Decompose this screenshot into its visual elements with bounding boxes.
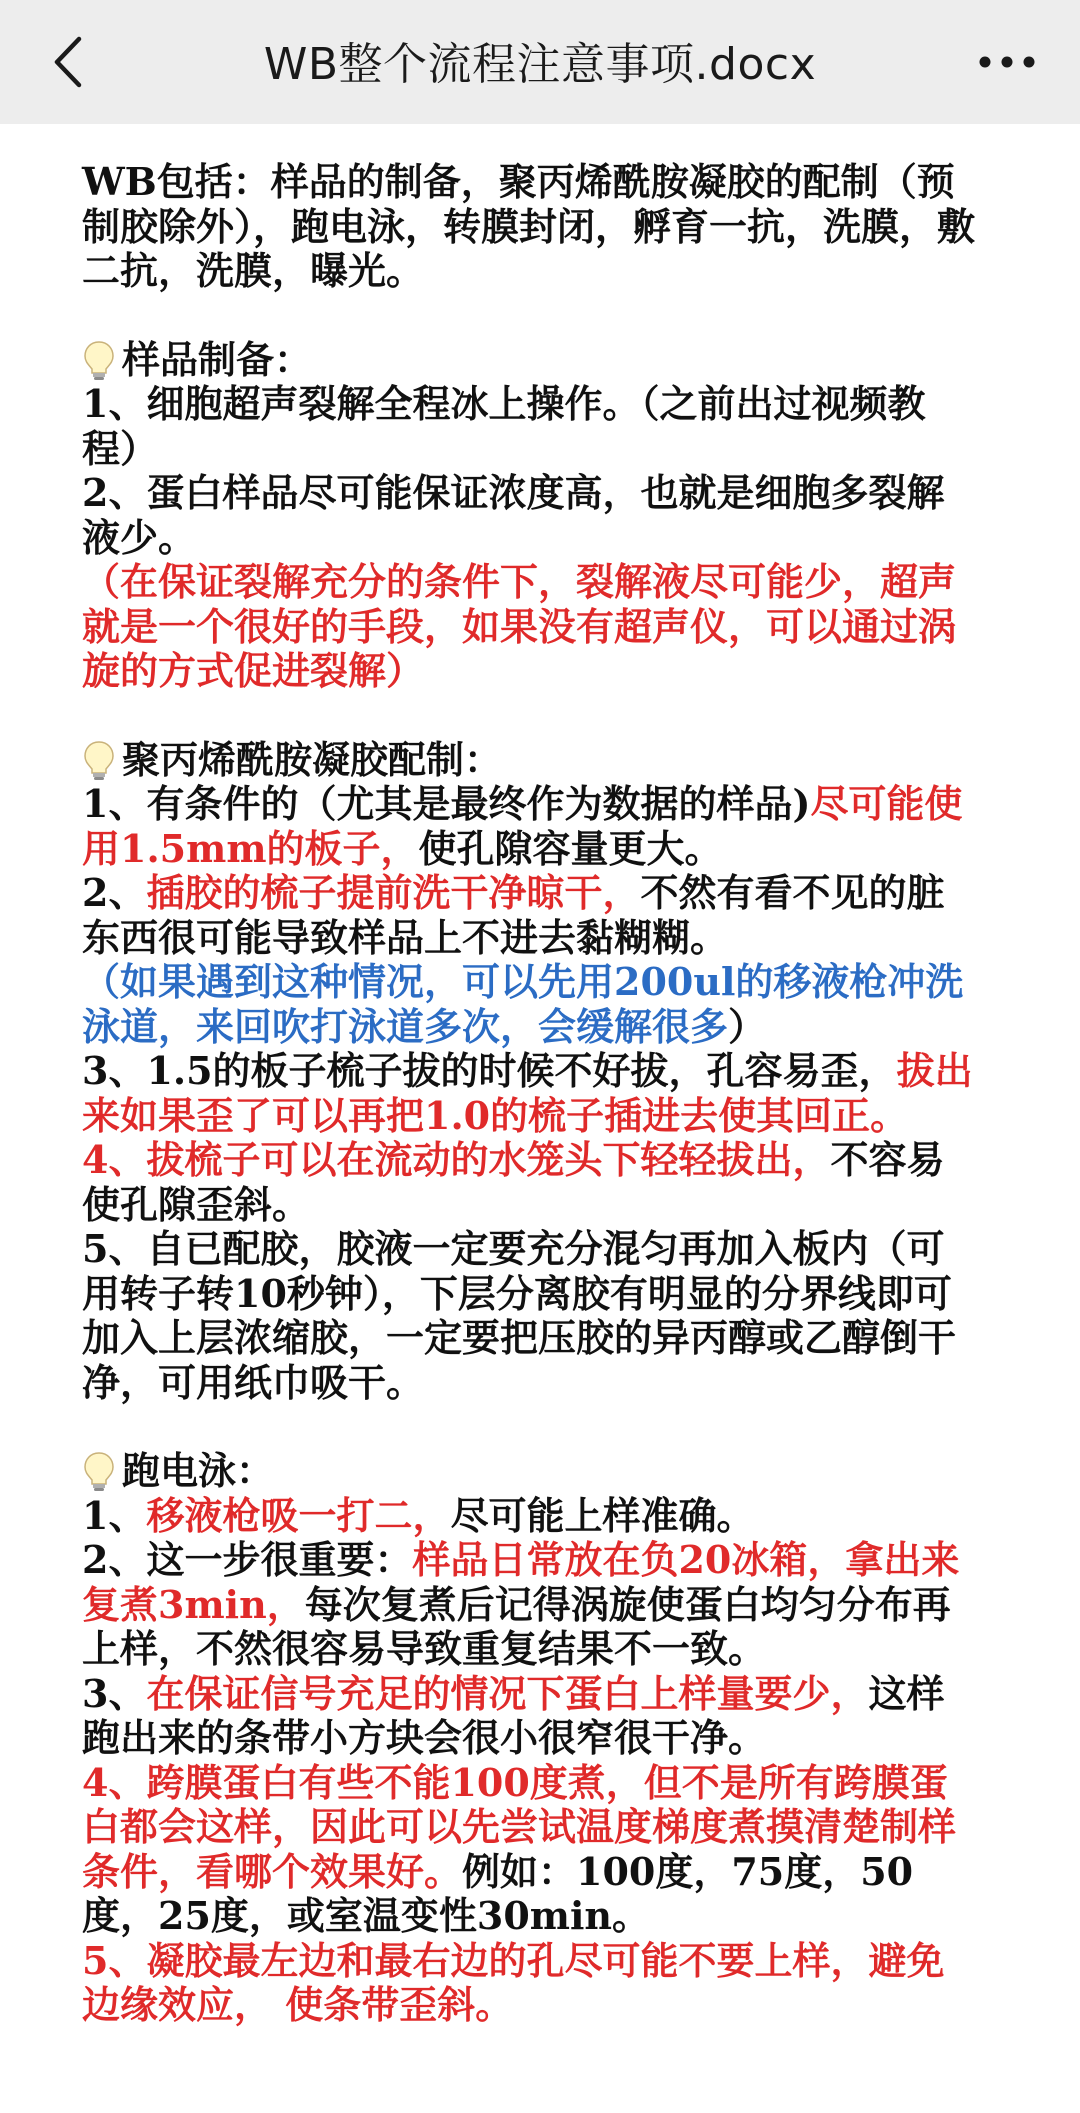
text-span: 这样跑出来的条带小方块会很小很窄很干净。 <box>82 1670 945 1760</box>
section-heading-text: 跑电泳： <box>122 1448 275 1493</box>
paragraph <box>82 782 982 871</box>
highlight-red-paragraph: 5、凝胶最左边和最右边的孔尽可能不要上样，避免边缘效应， 使条带歪斜。 <box>82 1937 945 2027</box>
highlight-red-text: 尽可能使用1.5mm的板子， <box>82 781 963 871</box>
paragraph <box>82 1049 982 1138</box>
paragraph <box>82 1672 982 1761</box>
intro-paragraph: WB包括：样品的制备，聚丙烯酰胺凝胶的配制（预制胶除外），跑电泳，转膜封闭，孵育一抗，洗膜，敷二抗，洗膜，曝光。 <box>82 159 976 293</box>
paragraph <box>82 960 982 1049</box>
highlight-red-text: 4、拔梳子可以在流动的水笼头下轻轻拔出， <box>82 1137 831 1182</box>
section-heading-gel-prep <box>82 738 982 783</box>
lightbulb-icon <box>82 1449 116 1493</box>
section-heading-sample-prep <box>82 338 982 383</box>
paragraph: 1、细胞超声裂解全程冰上操作。（之前出过视频教程） <box>82 381 926 471</box>
paragraph: 2、蛋白样品尽可能保证浓度高，也就是细胞多裂解液少。 <box>82 470 945 560</box>
text-span: 不容易使孔隙歪斜。 <box>82 1137 945 1227</box>
text-span: 不然有看不见的脏东西很可能导致样品上不进去黏糊糊。 <box>82 870 945 960</box>
document-title: WB整个流程注意事项.docx <box>263 39 817 90</box>
section-heading-text: 样品制备： <box>122 336 313 382</box>
text-span: 3、 <box>82 1670 147 1716</box>
paragraph: 5、自已配胶，胶液一定要充分混匀再加入板内（可用转子转10秒钟），下层分离胶有明显的分界线即可加入上层浓缩胶，一定要把压胶的异丙醇或乙醇倒干净，可用纸巾吸干。 <box>82 1226 957 1405</box>
highlight-red-text: 4、跨膜蛋白有些不能100度煮，但不是所有跨膜蛋白都会这样，因此可以先尝试温度梯度煮摸清楚制样条件，看哪个效果好。 <box>82 1759 957 1894</box>
text-span: 3、1.5的板子梳子拔的时候不好拔，孔容易歪， <box>82 1048 897 1093</box>
lightbulb-icon <box>82 338 116 382</box>
document-body <box>82 160 982 2028</box>
highlight-red-text: 在保证信号充足的情况下蛋白上样量要少， <box>146 1670 869 1716</box>
section-heading-text: 聚丙烯酰胺凝胶配制： <box>122 736 503 782</box>
chevron-left-icon <box>53 36 83 88</box>
section-heading-electrophoresis <box>82 1449 982 1494</box>
highlight-red-text: 插胶的梳子提前洗干净晾干， <box>146 870 641 915</box>
text-span: 2、这一步很重要： <box>82 1537 413 1582</box>
text-span: 使孔隙容量更大。 <box>418 825 723 871</box>
highlight-red-text: 样品日常放在负20冰箱，拿出来复煮3min， <box>82 1537 960 1627</box>
text-span: 每次复煮后记得涡旋使蛋白均匀分布再上样，不然很容易导致重复结果不一致。 <box>82 1581 951 1671</box>
text-span: 1、有条件的（尤其是最终作为数据的样品) <box>82 781 811 826</box>
lightbulb-icon <box>82 738 116 782</box>
paragraph <box>82 871 982 960</box>
text-span: 2、 <box>82 870 147 915</box>
text-span: 尽可能上样准确。 <box>450 1492 755 1538</box>
paragraph <box>82 1538 982 1672</box>
more-dots-icon <box>977 55 1037 69</box>
paragraph <box>82 1494 982 1539</box>
highlight-blue-text: （如果遇到这种情况，可以先用200ul的移液枪冲洗泳道，来回吹打泳道多次，会缓解很多 <box>82 959 964 1049</box>
back-button[interactable] <box>38 30 98 94</box>
paragraph <box>82 1761 982 1939</box>
nav-bar <box>0 0 1080 124</box>
highlight-red-text: 拔出来如果歪了可以再把1.0的梳子插进去使其回正。 <box>82 1048 973 1138</box>
highlight-red-text: 移液枪吸一打二， <box>146 1492 451 1538</box>
text-span: 1、 <box>82 1492 147 1538</box>
more-options-button[interactable] <box>962 36 1052 88</box>
text-span: 例如：100度，75度，50度，25度，或室温变性30min。 <box>82 1848 914 1938</box>
paragraph <box>82 1138 982 1227</box>
highlight-red-paragraph: （在保证裂解充分的条件下，裂解液尽可能少，超声就是一个很好的手段，如果没有超声仪，可以通过涡旋的方式促进裂解） <box>82 559 957 693</box>
text-span: ） <box>728 1003 767 1049</box>
